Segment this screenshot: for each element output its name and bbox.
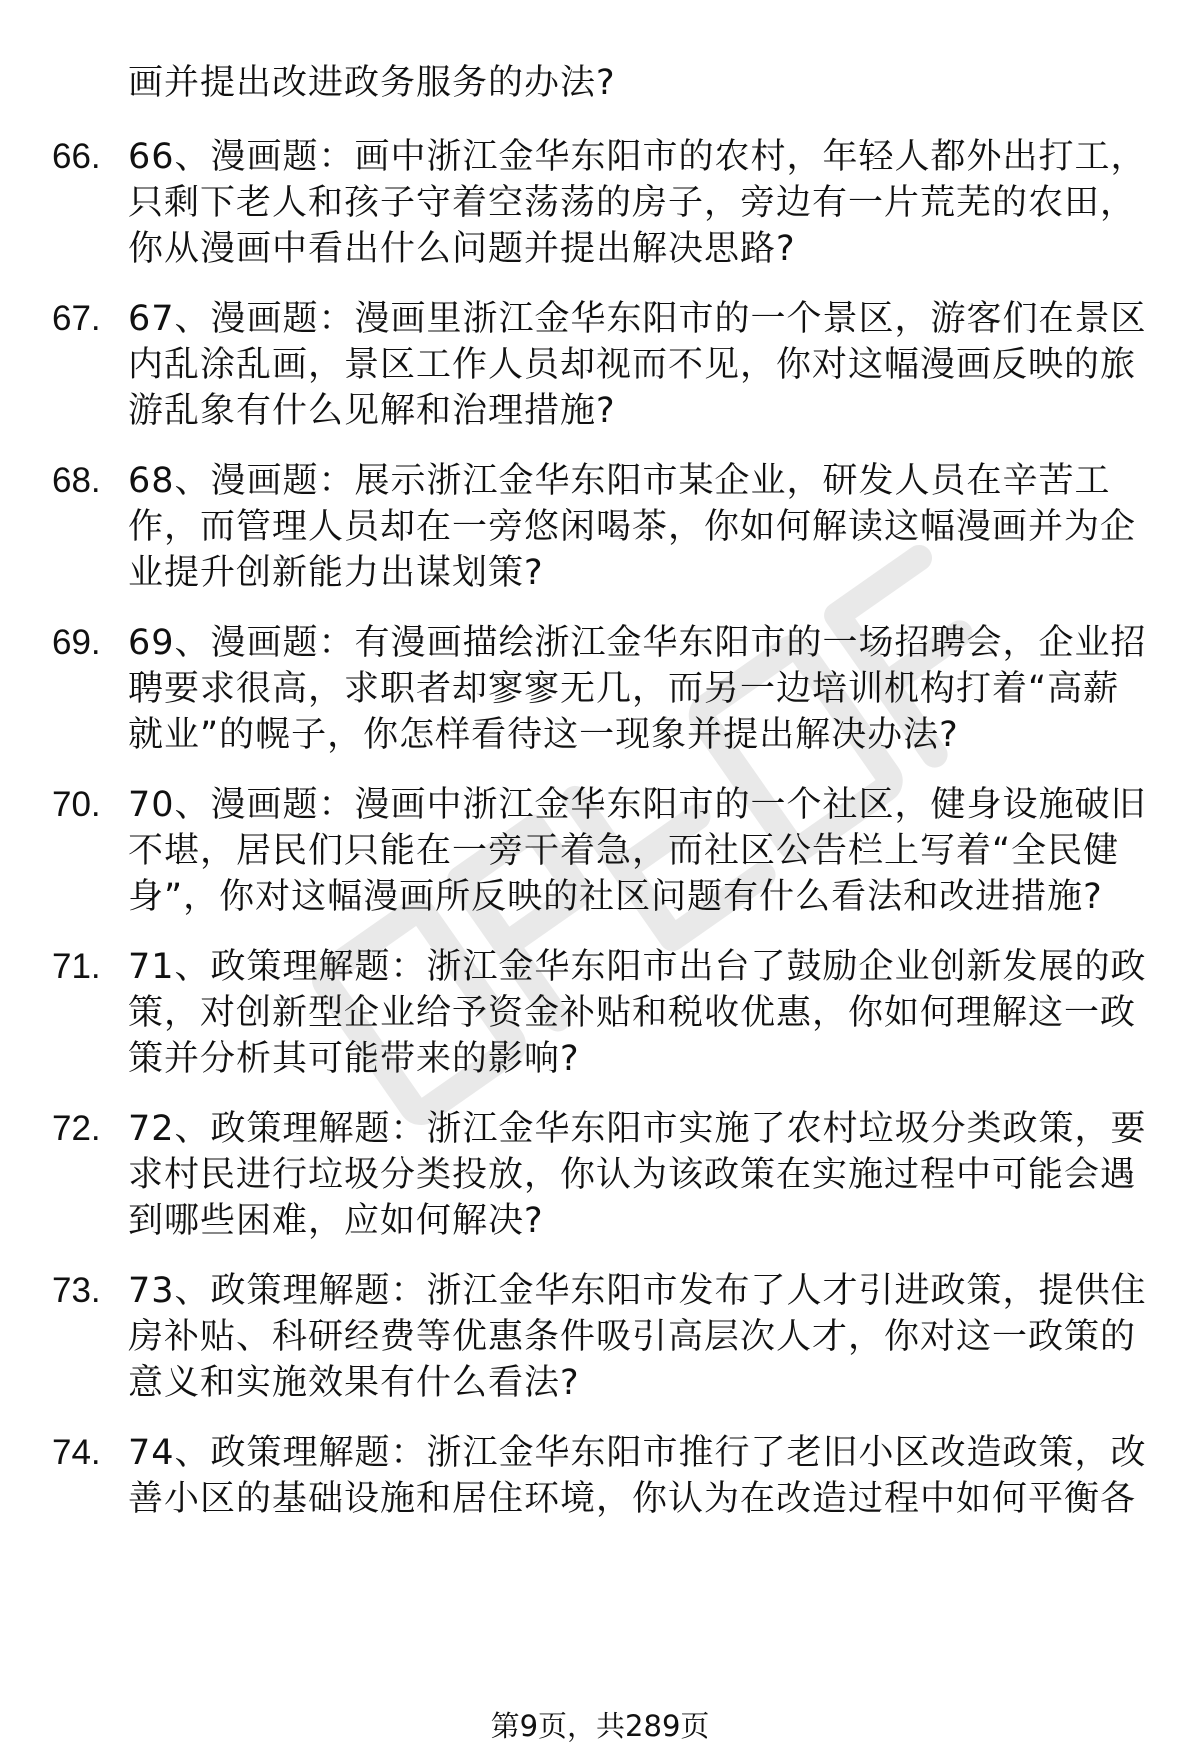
page-number-footer: 第9页，共289页 — [490, 1709, 710, 1743]
question-line: 聘要求很高，求职者却寥寥无几，而另一边培训机构打着“高薪 — [128, 669, 1120, 709]
question-number: 74. — [52, 1433, 101, 1472]
question-number: 69. — [52, 623, 101, 662]
question-line: 66、漫画题：画中浙江金华东阳市的农村，年轻人都外出打工， — [128, 137, 1147, 177]
question-line: 73、政策理解题：浙江金华东阳市发布了人才引进政策，提供住 — [128, 1271, 1147, 1311]
question-line: 只剩下老人和孩子守着空荡荡的房子，旁边有一片荒芜的农田， — [128, 183, 1137, 223]
question-line: 作，而管理人员却在一旁悠闲喝茶，你如何解读这幅漫画并为企 — [128, 507, 1137, 547]
question-line: 策，对创新型企业给予资金补贴和税收优惠，你如何理解这一政 — [128, 993, 1137, 1033]
question-number: 68. — [52, 461, 101, 500]
question-line: 70、漫画题：漫画中浙江金华东阳市的一个社区，健身设施破旧 — [128, 785, 1147, 825]
question-line: 74、政策理解题：浙江金华东阳市推行了老旧小区改造政策，改 — [128, 1433, 1147, 1473]
question-line: 不堪，居民们只能在一旁干着急，而社区公告栏上写着“全民健 — [128, 831, 1120, 871]
question-line: 房补贴、科研经费等优惠条件吸引高层次人才，你对这一政策的 — [128, 1317, 1137, 1357]
continuation-line: 画并提出改进政务服务的办法? — [128, 63, 616, 103]
question-line: 意义和实施效果有什么看法? — [128, 1363, 580, 1403]
question-line: 68、漫画题：展示浙江金华东阳市某企业，研发人员在辛苦工 — [128, 461, 1111, 501]
question-line: 内乱涂乱画，景区工作人员却视而不见，你对这幅漫画反映的旅 — [128, 345, 1137, 385]
question-line: 69、漫画题：有漫画描绘浙江金华东阳市的一场招聘会，企业招 — [128, 623, 1147, 663]
question-number: 70. — [52, 785, 101, 824]
question-line: 善小区的基础设施和居住环境，你认为在改造过程中如何平衡各 — [128, 1479, 1137, 1519]
question-line: 就业”的幌子，你怎样看待这一现象并提出解决办法? — [128, 715, 959, 755]
question-number: 67. — [52, 299, 101, 338]
question-line: 到哪些困难，应如何解决? — [128, 1201, 544, 1241]
question-line: 71、政策理解题：浙江金华东阳市出台了鼓励企业创新发展的政 — [128, 947, 1147, 987]
question-line: 72、政策理解题：浙江金华东阳市实施了农村垃圾分类政策，要 — [128, 1109, 1147, 1149]
question-line: 业提升创新能力出谋划策? — [128, 553, 544, 593]
question-line: 策并分析其可能带来的影响? — [128, 1039, 580, 1079]
question-line: 求村民进行垃圾分类投放，你认为该政策在实施过程中可能会遇 — [128, 1155, 1137, 1195]
question-line: 你从漫画中看出什么问题并提出解决思路? — [128, 229, 796, 269]
question-line: 身”，你对这幅漫画所反映的社区问题有什么看法和改进措施? — [128, 877, 1103, 917]
question-number: 66. — [52, 137, 101, 176]
question-number: 73. — [52, 1271, 101, 1310]
question-line: 67、漫画题：漫画里浙江金华东阳市的一个景区，游客们在景区 — [128, 299, 1147, 339]
question-line: 游乱象有什么见解和治理措施? — [128, 391, 616, 431]
question-number: 71. — [52, 947, 101, 986]
question-number: 72. — [52, 1109, 101, 1148]
